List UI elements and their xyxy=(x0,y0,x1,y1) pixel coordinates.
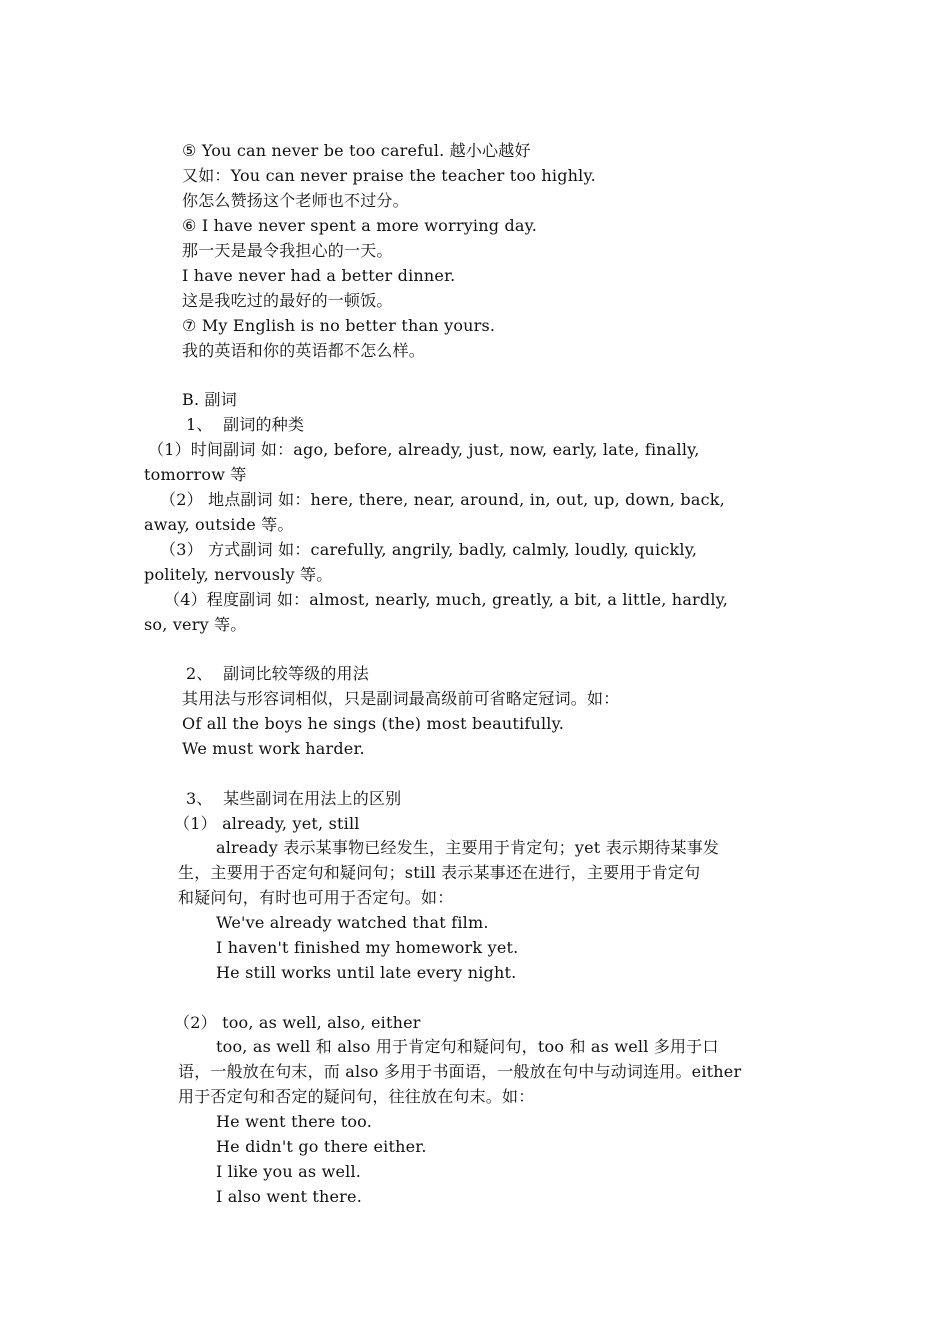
place-adverbs-line1: （2） 地点副词 如：here, there, near, around, in, out, up, down, back, xyxy=(160,490,725,509)
manner-adverbs-line2: politely, nervously 等。 xyxy=(144,565,333,584)
time-adverbs-line2: tomorrow 等 xyxy=(144,465,247,484)
example-6-sentence: ⑥ I have never spent a more worrying day. xyxy=(182,216,538,235)
example-7-translation: 我的英语和你的英语都不怎么样。 xyxy=(182,341,426,360)
either-example: He didn't go there either. xyxy=(216,1137,427,1156)
comparison-example-2: We must work harder. xyxy=(182,739,365,758)
too-example: He went there too. xyxy=(216,1112,372,1131)
example-5-sentence: ⑤ You can never be too careful. 越小心越好 xyxy=(182,141,531,160)
adverb-kinds-heading: 1、 副词的种类 xyxy=(186,415,305,434)
manner-adverbs-line1: （3） 方式副词 如：carefully, angrily, badly, calmly, loudly, quickly, xyxy=(160,540,698,559)
place-adverbs-line2: away, outside 等。 xyxy=(144,515,294,534)
yet-example: I haven't finished my homework yet. xyxy=(216,938,519,957)
already-example: We've already watched that film. xyxy=(216,913,489,932)
already-yet-still-desc-line3: 和疑问句，有时也可用于否定句。如： xyxy=(178,888,454,907)
example-6-translation: 那一天是最令我担心的一天。 xyxy=(182,241,393,260)
differences-heading: 3、 某些副词在用法上的区别 xyxy=(186,789,402,808)
too-as-well-also-either-title: （2） too, as well, also, either xyxy=(174,1013,421,1032)
comparison-description: 其用法与形容词相似，只是副词最高级前可省略定冠词。如： xyxy=(182,689,620,708)
example-5-also: 又如：You can never praise the teacher too highly. xyxy=(182,166,596,185)
already-yet-still-desc-line1: already 表示某事物已经发生，主要用于肯定句；yet 表示期待某事发 xyxy=(216,838,720,857)
still-example: He still works until late every night. xyxy=(216,963,517,982)
example-5-also-translation: 你怎么赞扬这个老师也不过分。 xyxy=(182,191,409,210)
too-as-well-desc-line1: too, as well 和 also 用于肯定句和疑问句，too 和 as well 多用于口 xyxy=(216,1037,719,1056)
already-yet-still-desc-line2: 生，主要用于否定句和疑问句；still 表示某事还在进行，主要用于肯定句 xyxy=(178,863,701,882)
example-6-also-translation: 这是我吃过的最好的一顿饭。 xyxy=(182,291,393,310)
time-adverbs-line1: （1）时间副词 如：ago, before, already, just, now, early, late, finally, xyxy=(148,440,700,459)
degree-adverbs-line1: （4）程度副词 如：almost, nearly, much, greatly, a bit, a little, hardly, xyxy=(164,590,729,609)
comparison-heading: 2、 副词比较等级的用法 xyxy=(186,664,369,683)
comparison-example-1: Of all the boys he sings (the) most beautifully. xyxy=(182,714,564,733)
also-example: I also went there. xyxy=(216,1187,362,1206)
degree-adverbs-line2: so, very 等。 xyxy=(144,615,247,634)
example-6-also: I have never had a better dinner. xyxy=(182,266,456,285)
too-as-well-desc-line3: 用于否定句和否定的疑问句，往往放在句末。如： xyxy=(178,1087,535,1106)
as-well-example: I like you as well. xyxy=(216,1162,362,1181)
already-yet-still-title: （1） already, yet, still xyxy=(174,814,360,833)
section-b-heading: B. 副词 xyxy=(182,390,237,409)
example-7-sentence: ⑦ My English is no better than yours. xyxy=(182,316,496,335)
too-as-well-desc-line2: 语，一般放在句末，而 also 多用于书面语，一般放在句中与动词连用。either xyxy=(178,1062,742,1081)
